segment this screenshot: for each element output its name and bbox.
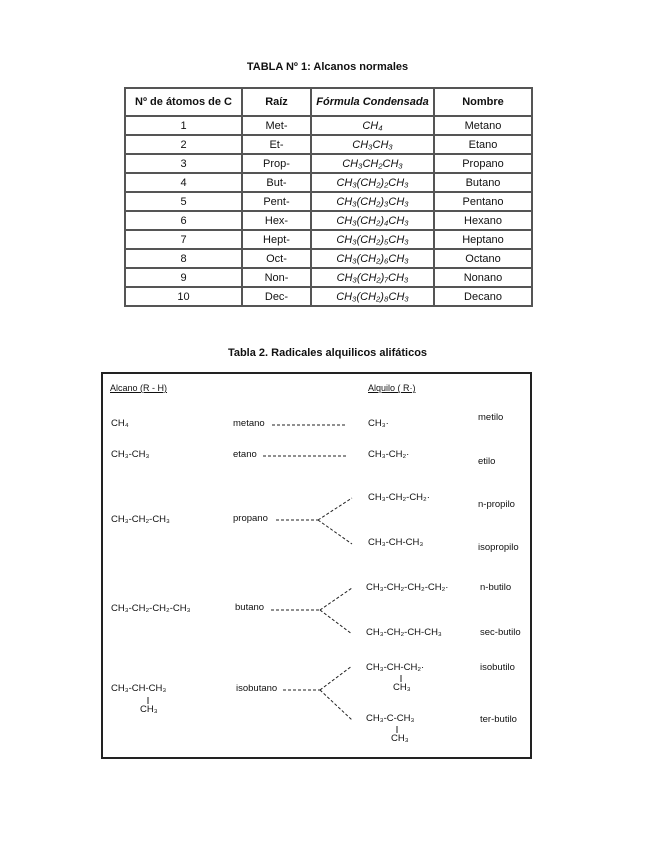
cell-name: Metano <box>434 116 532 135</box>
radical-formula: CH₃-CH-CH₂· <box>366 662 425 673</box>
radical-name: sec-butilo <box>480 627 521 638</box>
radical-formula: CH₃-CH₂-CH-CH₃ <box>366 627 442 638</box>
radical-branch: CH₃ <box>391 733 409 744</box>
cell-formula: CH₃(CH₂)₂CH₃ <box>311 173 434 192</box>
table-row <box>125 268 532 287</box>
radical-formula: CH₃· <box>368 418 389 429</box>
cell-atoms: 7 <box>125 230 242 249</box>
alkane-branch: CH₃ <box>140 704 158 715</box>
table-row <box>125 154 532 173</box>
alkane-formula: CH₃-CH₃ <box>111 449 150 460</box>
alkanes-table-body <box>125 116 532 306</box>
radical-formula: CH₃-C-CH₃ <box>366 713 415 724</box>
cell-formula: CH₃(CH₂)₇CH₃ <box>311 268 434 287</box>
cell-root: Non- <box>242 268 311 287</box>
col-header-atoms: Nº de átomos de C <box>125 88 242 116</box>
radical-branch: CH₃ <box>393 682 411 693</box>
connector-isobutano-upper <box>320 666 352 690</box>
cell-root: Oct- <box>242 249 311 268</box>
col-header-root: Raíz <box>242 88 311 116</box>
connector-isobutano-lower <box>320 690 352 720</box>
header-alkane: Alcano (R - H) <box>110 383 168 393</box>
cell-root: Pent- <box>242 192 311 211</box>
cell-atoms: 9 <box>125 268 242 287</box>
cell-root: But- <box>242 173 311 192</box>
cell-formula: CH₃(CH₂)₃CH₃ <box>311 192 434 211</box>
alkane-name: propano <box>233 513 268 524</box>
cell-name: Etano <box>434 135 532 154</box>
radical-formula: CH₃-CH-CH₃ <box>368 537 424 548</box>
cell-root: Hex- <box>242 211 311 230</box>
cell-name: Pentano <box>434 192 532 211</box>
connector-butano-lower <box>320 610 352 634</box>
cell-formula: CH₄ <box>311 116 434 135</box>
radicals-box <box>101 372 532 759</box>
cell-formula: CH₃(CH₂)₈CH₃ <box>311 287 434 306</box>
col-header-name: Nombre <box>434 88 532 116</box>
alkanes-table <box>124 87 533 307</box>
table1-title: TABLA Nº 1: Alcanos normales <box>246 61 409 73</box>
cell-root: Met- <box>242 116 311 135</box>
radical-name: n-propilo <box>478 499 515 510</box>
cell-atoms: 10 <box>125 287 242 306</box>
cell-root: Dec- <box>242 287 311 306</box>
cell-name: Propano <box>434 154 532 173</box>
table-row <box>125 192 532 211</box>
cell-formula: CH₃CH₃ <box>311 135 434 154</box>
cell-name: Heptano <box>434 230 532 249</box>
table-row <box>125 116 532 135</box>
header-alkyl: Alquilo ( R·) <box>368 383 416 393</box>
alkane-formula: CH₃-CH₂-CH₂-CH₃ <box>111 603 191 614</box>
cell-name: Hexano <box>434 211 532 230</box>
cell-formula: CH₃(CH₂)₄CH₃ <box>311 211 434 230</box>
table-row <box>125 230 532 249</box>
cell-atoms: 6 <box>125 211 242 230</box>
radical-name: metilo <box>478 412 504 423</box>
table-row <box>125 287 532 306</box>
alkane-name: metano <box>233 418 265 429</box>
cell-atoms: 8 <box>125 249 242 268</box>
cell-name: Octano <box>434 249 532 268</box>
radical-name: isobutilo <box>480 662 515 673</box>
cell-formula: CH₃(CH₂)₅CH₃ <box>311 230 434 249</box>
cell-atoms: 2 <box>125 135 242 154</box>
radical-name: etilo <box>478 456 496 467</box>
table-row <box>125 135 532 154</box>
radical-formula: CH₃-CH₂-CH₂· <box>368 492 430 503</box>
cell-atoms: 5 <box>125 192 242 211</box>
cell-atoms: 4 <box>125 173 242 192</box>
cell-name: Decano <box>434 287 532 306</box>
radical-name: isopropilo <box>478 542 519 553</box>
cell-name: Butano <box>434 173 532 192</box>
alkane-formula: CH₃-CH₂-CH₃ <box>111 514 170 525</box>
cell-atoms: 3 <box>125 154 242 173</box>
table-row <box>125 173 532 192</box>
table-row <box>125 211 532 230</box>
table-header-row <box>125 88 532 116</box>
alkane-formula: CH₃-CH-CH₃ <box>111 683 167 694</box>
radical-formula: CH₃-CH₂-CH₂-CH₂· <box>366 582 449 593</box>
alkane-name: etano <box>233 449 257 460</box>
table2-title: Tabla 2. Radicales alquilicos alifáticos <box>227 347 428 359</box>
connector-lines <box>103 374 530 757</box>
radical-name: n-butilo <box>480 582 512 593</box>
alkane-formula: CH₄ <box>111 418 129 429</box>
table-row <box>125 249 532 268</box>
radical-formula: CH₃-CH₂· <box>368 449 410 460</box>
cell-formula: CH₃CH₂CH₃ <box>311 154 434 173</box>
cell-atoms: 1 <box>125 116 242 135</box>
alkane-name: isobutano <box>236 683 278 694</box>
connector-propano-upper <box>318 498 352 520</box>
cell-root: Et- <box>242 135 311 154</box>
connector-propano-lower <box>318 520 352 544</box>
col-header-formula: Fórmula Condensada <box>311 88 434 116</box>
cell-name: Nonano <box>434 268 532 287</box>
cell-root: Prop- <box>242 154 311 173</box>
connector-butano-upper <box>320 588 352 610</box>
alkane-name: butano <box>235 602 265 613</box>
radical-name: ter-butilo <box>480 714 517 725</box>
cell-root: Hept- <box>242 230 311 249</box>
cell-formula: CH₃(CH₂)₆CH₃ <box>311 249 434 268</box>
